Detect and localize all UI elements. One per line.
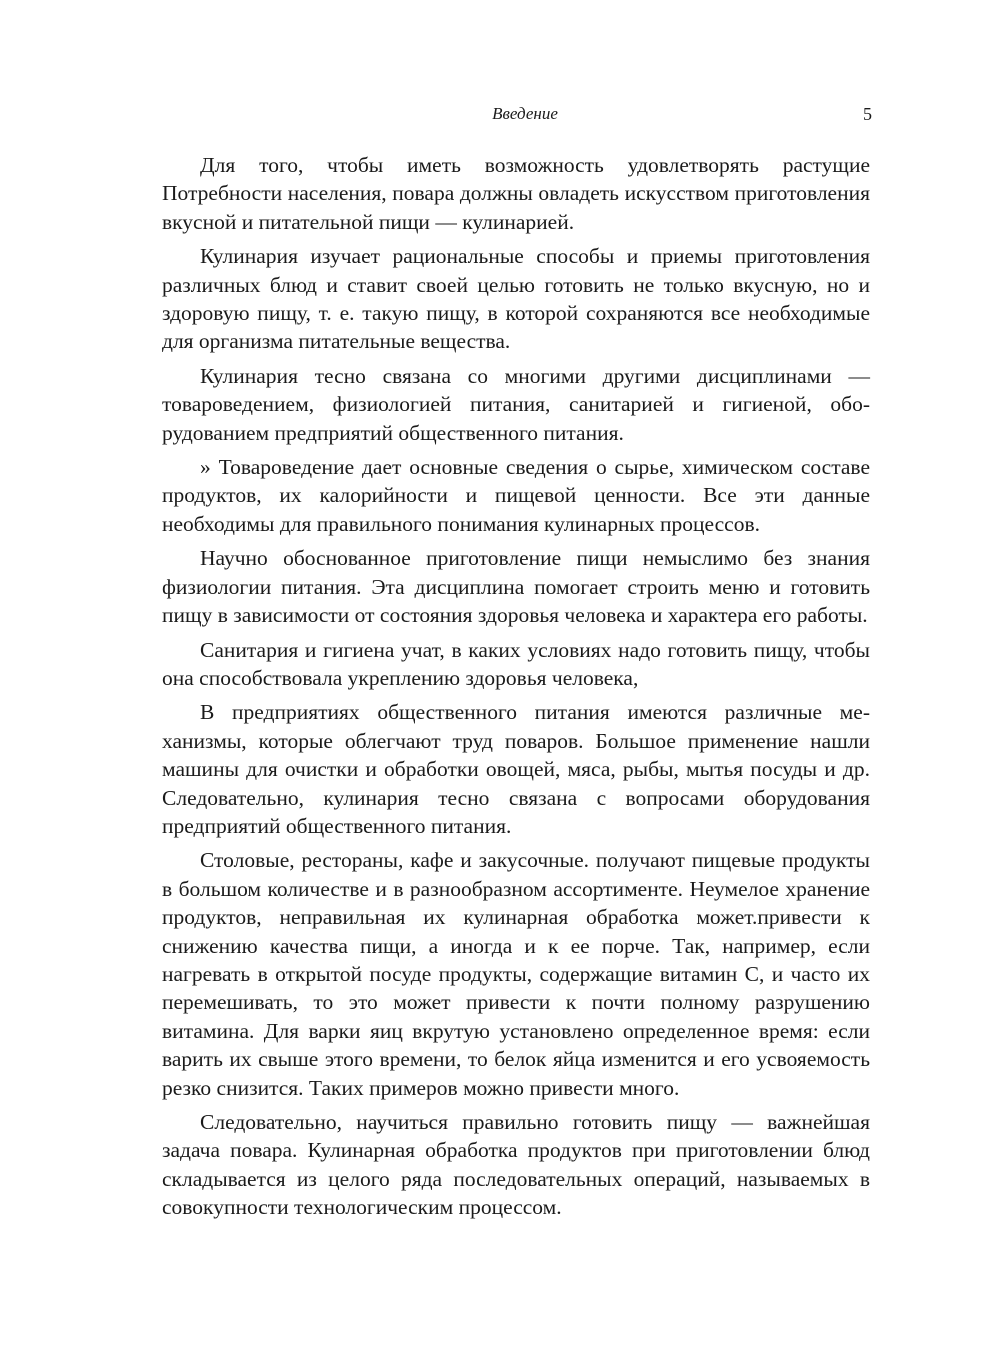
- paragraph-9: Следовательно, научиться правильно готовить пищу — важнейшая задача повара. Кулинарная обработка продуктов при приготовлении блюд складывается из целого ряда последовательных операций, называемых в совокупности технологическим процессом.: [162, 1110, 870, 1220]
- running-head: [160, 101, 872, 127]
- paragraph-4: » Товароведение дает основные сведения о сырье, химическом составе продуктов, их калорийности и пищевой ценности. Все эти данные необходимы для правильного понимания кулинарных процессов.: [162, 455, 870, 536]
- paragraph-2: Кулинария изучает рациональные способы и приемы приготовления различных блюд и ставит своей целью готовить не только вкусную, но и здоровую пищу, т. е. такую пищу, в которой сохраняются все необходимые для организма питательные вещества.: [162, 244, 870, 354]
- page-number: 5: [863, 104, 872, 124]
- paragraph-7: В предприятиях общественного питания имеются различные механизмы, которые облегчают труд поваров. Большое применение нашли машины для очистки и обработки овощей, мяса, рыбы, мытья посуды и др. Следовательно, кулинария тесно связана с вопросами оборудования предприятий общественного питания.: [162, 700, 870, 838]
- paragraph-3: Кулинария тесно связана со многими другими дисциплинами — товароведением, физиологией питания, санитарией и гигиеной, оборудованием предприятий общественного питания.: [162, 363, 870, 445]
- paragraph-5: Научно обоснованное приготовление пищи немыслимо без знания физиологии питания. Эта дисциплина помогает строить меню и готовить пищу в зависимости от состояния здоровья человека и характера его работы.: [162, 546, 870, 628]
- paragraph-6: Санитария и гигиена учат, в каких условиях надо готовить пищу, чтобы она способствовала укреплению здоровья человека,: [162, 637, 870, 690]
- paragraph-8: Столовые, рестораны, кафе и закусочные. получают пищевые продукты в большом количестве и в разнообразном ассортименте. Неумелое хранение продуктов, неправильная их кулинарная обработка может.привести к снижению качества пищи, а иногда и к ее порче. Так, например, если нагревать в открытой посуде продукты, содержащие витамин С, и часто их перемешивать, то это может привести к почти полному разрушению витамина. Для варки яиц вкрутую установлено определенное время: если варить их свыше этого времени, то белок яйца изменится и его усвояемость резко снизится. Таких примеров можно привести много.: [162, 848, 870, 1100]
- paragraph-1: Для того, чтобы иметь возможность удовлетворять растущие Потребности населения, повара должны овладеть искусством приготовления вкусной и питательной пищи — кулинарией.: [162, 153, 870, 234]
- running-title: Введение: [492, 104, 558, 123]
- body-text: [162, 151, 870, 1228]
